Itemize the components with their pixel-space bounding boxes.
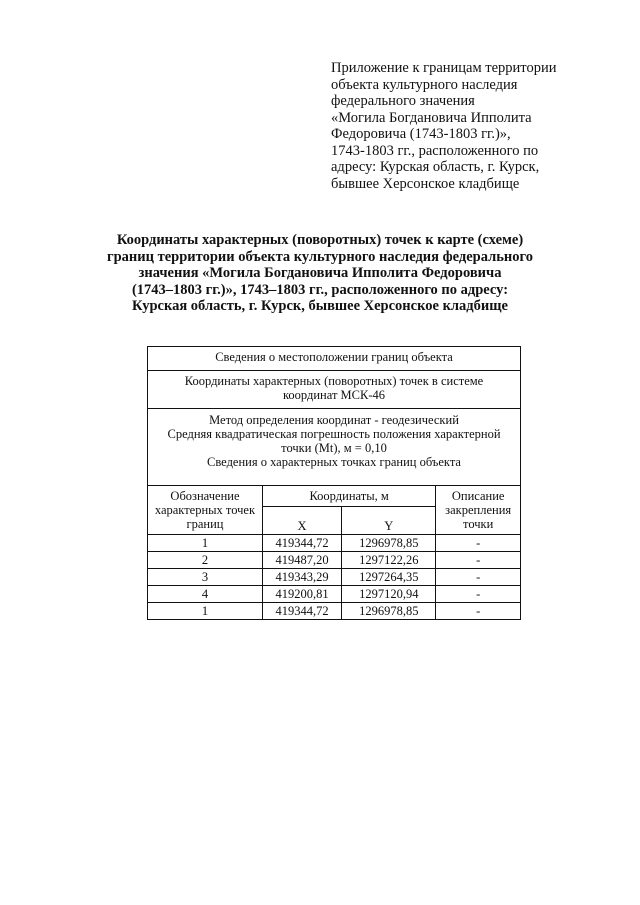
appendix-line: бывшее Херсонское кладбище bbox=[331, 175, 520, 192]
section-coordinate-system bbox=[148, 371, 521, 409]
header-point-designation: Обозначение характерных точек границ bbox=[148, 486, 263, 535]
cell-point: 3 bbox=[148, 569, 263, 586]
section-row bbox=[148, 347, 521, 371]
appendix-line: 1743-1803 гг., расположенного по bbox=[331, 142, 539, 159]
appendix-line: Федоровича (1743-1803 гг.)», bbox=[331, 126, 511, 142]
header-y: Y bbox=[342, 507, 436, 535]
section-location-text: Сведения о местоположении границ объекта bbox=[215, 350, 453, 364]
coordinates-table bbox=[147, 346, 521, 620]
appendix-line: федерального значения bbox=[331, 93, 475, 109]
cell-point: 2 bbox=[148, 552, 263, 569]
cell-y: 1296978,85 bbox=[342, 603, 436, 620]
cell-description: - bbox=[436, 586, 521, 603]
cell-x: 419343,29 bbox=[262, 569, 341, 586]
header-row bbox=[148, 486, 521, 507]
title-line: Координаты характерных (поворотных) точек к карте (схеме) bbox=[116, 232, 524, 248]
cell-x: 419200,81 bbox=[262, 586, 341, 603]
title-line: Курская область, г. Курск, бывшее Херсонское кладбище bbox=[132, 298, 508, 314]
section-line: точки (Mt), м = 0,10 bbox=[281, 441, 387, 455]
title-line: значения «Могила Богдановича Ипполита Федоровича bbox=[138, 265, 502, 281]
section-line: координат МСК-46 bbox=[282, 388, 386, 402]
cell-point: 4 bbox=[148, 586, 263, 603]
section-line: Координаты характерных (поворотных) точек в системе bbox=[184, 374, 484, 388]
section-row bbox=[148, 409, 521, 486]
cell-y: 1297122,26 bbox=[342, 552, 436, 569]
appendix-line: объекта культурного наследия bbox=[331, 76, 518, 93]
appendix-line: Приложение к границам территории bbox=[331, 60, 557, 76]
header-coordinates: Координаты, м bbox=[262, 486, 435, 507]
cell-description: - bbox=[436, 535, 521, 552]
table-row bbox=[148, 535, 521, 552]
header-x: X bbox=[262, 507, 341, 535]
cell-y: 1296978,85 bbox=[342, 535, 436, 552]
cell-y: 1297120,94 bbox=[342, 586, 436, 603]
cell-description: - bbox=[436, 552, 521, 569]
cell-point: 1 bbox=[148, 603, 263, 620]
appendix-line: адресу: Курская область, г. Курск, bbox=[331, 159, 540, 175]
cell-point: 1 bbox=[148, 535, 263, 552]
table-row bbox=[148, 552, 521, 569]
cell-x: 419487,20 bbox=[262, 552, 341, 569]
section-line: Средняя квадратическая погрешность положения характерной bbox=[167, 427, 501, 441]
section-row bbox=[148, 371, 521, 409]
section-method bbox=[148, 409, 521, 486]
section-line: Сведения о характерных точках границ объекта bbox=[207, 455, 461, 469]
section-location-info bbox=[148, 347, 521, 371]
table-row bbox=[148, 603, 521, 620]
table-row bbox=[148, 586, 521, 603]
document-title bbox=[80, 232, 560, 315]
table-row bbox=[148, 569, 521, 586]
title-line: границ территории объекта культурного наследия федерального bbox=[107, 248, 533, 265]
section-line: Метод определения координат - геодезический bbox=[209, 413, 459, 427]
cell-x: 419344,72 bbox=[262, 535, 341, 552]
cell-description: - bbox=[436, 569, 521, 586]
cell-x: 419344,72 bbox=[262, 603, 341, 620]
appendix-note bbox=[331, 60, 581, 192]
header-description: Описание закрепления точки bbox=[436, 486, 521, 535]
appendix-line: «Могила Богдановича Ипполита bbox=[331, 109, 532, 126]
title-line: (1743–1803 гг.)», 1743–1803 гг., расположенного по адресу: bbox=[131, 281, 509, 298]
cell-description: - bbox=[436, 603, 521, 620]
cell-y: 1297264,35 bbox=[342, 569, 436, 586]
